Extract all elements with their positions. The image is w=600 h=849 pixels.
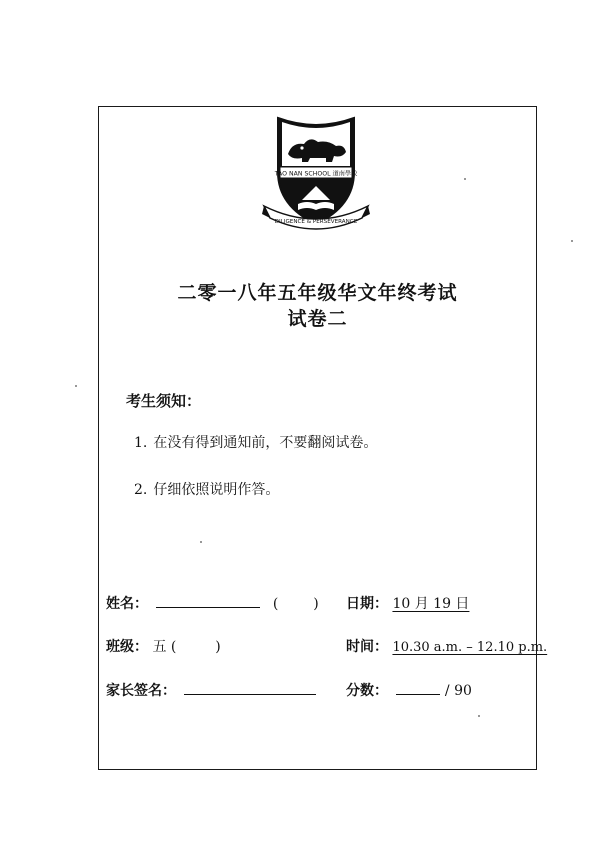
instruction-item	[134, 479, 279, 499]
scan-speck	[464, 178, 466, 180]
score-label: 分数：	[346, 683, 388, 699]
score-total: / 90	[444, 683, 472, 699]
index-paren-close: )	[313, 596, 319, 612]
scan-speck	[75, 385, 77, 387]
parent-signature-label: 家长签名：	[106, 683, 176, 699]
class-field	[106, 636, 221, 656]
class-value: 五 (	[152, 639, 177, 655]
svg-text:DILIGENCE & PERSEVERANCE: DILIGENCE & PERSEVERANCE	[274, 219, 358, 225]
score-blank-line[interactable]	[396, 682, 440, 695]
date-value: 10 月 19 日	[392, 596, 470, 612]
name-field	[106, 593, 319, 613]
school-crest-logo	[262, 114, 370, 232]
svg-text:TAO NAN SCHOOL 道南學校: TAO NAN SCHOOL 道南學校	[274, 170, 358, 178]
parent-signature-field	[106, 680, 316, 700]
instruction-text: 在没有得到通知前，不要翻阅试卷。	[153, 435, 378, 451]
parent-signature-blank-line[interactable]	[184, 682, 316, 695]
class-paren-close: )	[215, 639, 221, 655]
exam-title: 二零一八年五年级华文年终考试	[177, 282, 458, 304]
instruction-item	[134, 432, 377, 452]
instruction-number: 1.	[134, 435, 148, 451]
time-value: 10.30 a.m. – 12.10 p.m.	[392, 640, 548, 655]
date-field	[346, 593, 469, 613]
index-paren-open: (	[272, 596, 279, 612]
scan-speck	[478, 715, 480, 717]
instruction-text: 仔细依照说明作答。	[153, 482, 280, 498]
time-label: 时间：	[346, 639, 388, 655]
date-label: 日期：	[346, 596, 388, 612]
paper-number: 试卷二	[287, 308, 348, 330]
class-label: 班级：	[106, 639, 148, 655]
class-blank[interactable]	[181, 639, 211, 651]
scan-speck	[571, 240, 573, 242]
name-blank-line[interactable]	[156, 595, 260, 608]
index-number-blank[interactable]	[283, 596, 309, 608]
scan-speck	[200, 541, 202, 543]
name-label: 姓名：	[106, 596, 148, 612]
instruction-number: 2.	[134, 482, 148, 498]
time-field	[346, 636, 547, 656]
score-field	[346, 680, 472, 700]
instructions-heading: 考生须知：	[126, 392, 202, 410]
